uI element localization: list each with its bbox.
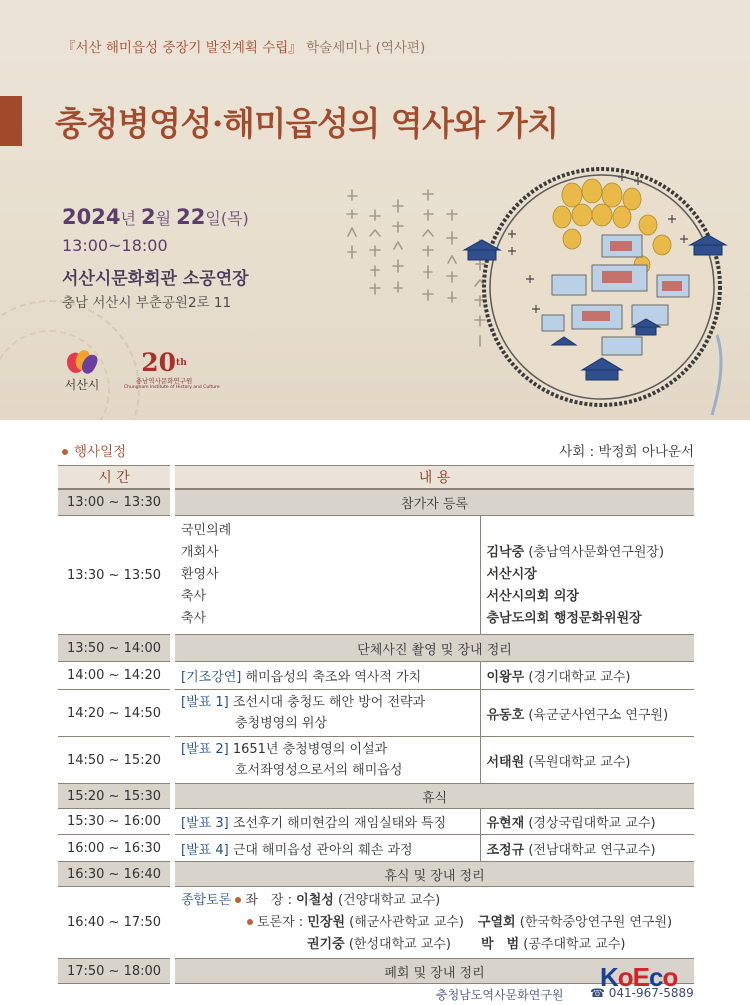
session-line <box>181 739 480 760</box>
hero-banner <box>0 0 750 420</box>
table-row <box>58 662 694 690</box>
panelist-affiliation: (공주대학교 교수) <box>519 936 626 952</box>
discussion-panel-line <box>181 934 694 956</box>
bullet-icon <box>235 897 241 903</box>
institute-20th-logo-icon <box>124 348 220 390</box>
speaker-name: 유현재 <box>486 816 525 831</box>
panelist-affiliation: (해군사관학교 교수) <box>345 914 464 930</box>
table-header <box>58 466 694 489</box>
panelist-name: 권기중 <box>307 936 345 952</box>
opening-item: 개회사 <box>181 545 219 560</box>
table-row <box>58 959 694 984</box>
panelist-name: 박 범 <box>481 936 520 952</box>
session-text-cont: 호서좌영성으로서의 해미읍성 <box>235 763 403 778</box>
speaker-line <box>487 608 695 630</box>
session-title <box>175 809 480 835</box>
table-row <box>58 516 694 635</box>
panel-label: 토론자 : <box>257 914 308 930</box>
panelist-affiliation: (한국학중앙연구원 연구원) <box>515 914 673 930</box>
row-time: 13:30 ~ 13:50 <box>58 516 170 635</box>
session-tag: [발표 2] <box>181 742 229 757</box>
speaker-name: 유동호 <box>486 707 525 723</box>
session-text: 해미읍성의 축조와 역사적 가치 <box>245 670 422 685</box>
schedule-heading <box>62 440 126 460</box>
session-title <box>175 737 480 784</box>
title-accent-bar <box>0 96 22 146</box>
speaker-name: 서산시의회 의장 <box>486 589 579 604</box>
date-day: 22 <box>176 205 206 229</box>
row-activity: 휴식 및 장내 정리 <box>175 862 694 887</box>
table-row <box>58 835 694 862</box>
row-time: 15:20 ~ 15:30 <box>58 784 170 809</box>
speaker-line <box>487 520 695 542</box>
column-header-content: 내 용 <box>175 466 694 489</box>
opening-item: 국민의례 <box>181 523 232 538</box>
host-info: 사회 : 박정희 아나운서 <box>559 444 694 460</box>
event-date <box>62 205 249 229</box>
session-text-cont: 충청병영의 위상 <box>235 716 328 731</box>
row-time: 14:20 ~ 14:50 <box>58 690 170 737</box>
institute-logo-number <box>124 350 204 376</box>
row-time: 16:30 ~ 16:40 <box>58 862 170 887</box>
subtitle-suffix: 학술세미나 (역사편) <box>301 40 426 56</box>
speaker-line <box>487 564 695 586</box>
session-title <box>175 835 480 862</box>
row-time: 14:00 ~ 14:20 <box>58 662 170 690</box>
table-row <box>58 489 694 516</box>
speaker-line <box>480 737 694 784</box>
institute-logo-th: th <box>176 358 187 368</box>
session-title <box>175 690 480 737</box>
session-text: 조선후기 해미현감의 재임실태와 특징 <box>232 816 447 831</box>
chair-affiliation: (건양대학교 교수) <box>333 892 441 908</box>
event-venue: 서산시문화회관 소공연장 <box>62 269 249 289</box>
session-text: 1651년 충청병영의 이설과 <box>232 742 388 757</box>
seosan-city-logo-icon <box>58 350 106 393</box>
session-line <box>181 692 480 713</box>
koeco-letter: o <box>662 962 678 992</box>
institute-logo-name: 충남역사문화연구원 <box>135 377 193 385</box>
opening-item: 축사 <box>181 611 207 626</box>
discussion-block <box>175 887 694 959</box>
speaker-line <box>480 809 694 835</box>
speaker-name: 김낙중 <box>486 545 525 560</box>
koeco-letter: o <box>617 962 633 992</box>
panelist-name: 구열회 <box>477 914 516 930</box>
table-row <box>58 690 694 737</box>
row-time: 16:00 ~ 16:30 <box>58 835 170 862</box>
speaker-affiliation: (경상국립대학교 교수) <box>524 816 656 831</box>
session-tag: [발표 1] <box>181 695 229 710</box>
seosan-logo-mark <box>65 350 99 374</box>
subtitle-quote: 『서산 해미읍성 중장기 발전계획 수립』 <box>62 40 302 56</box>
speaker-affiliation: (경기대학교 교수) <box>524 670 631 685</box>
event-time: 13:00~18:00 <box>62 236 168 255</box>
speaker-line <box>480 662 694 690</box>
opening-item: 축사 <box>181 589 207 604</box>
table-row <box>58 635 694 662</box>
discussion-chair-line <box>181 890 694 912</box>
table-row <box>58 887 694 959</box>
row-time: 15:30 ~ 16:00 <box>58 809 170 835</box>
table-row <box>58 809 694 835</box>
koeco-letter: E <box>632 962 650 992</box>
page-title: 충청병영성·해미읍성의 역사와 가치 <box>55 104 559 143</box>
session-tag: [발표 4] <box>181 842 229 858</box>
row-activity: 단체사진 촬영 및 장내 정리 <box>175 635 694 662</box>
date-day-unit: 일(목) <box>205 209 249 228</box>
bullet-icon <box>62 449 68 455</box>
speaker-affiliation: (전남대학교 연구교수) <box>524 842 656 858</box>
date-month: 2 <box>141 205 156 229</box>
speaker-name: 이왕무 <box>486 670 525 685</box>
date-month-unit: 월 <box>155 209 177 228</box>
speaker-affiliation: (목원대학교 교수) <box>524 754 631 770</box>
row-time: 13:00 ~ 13:30 <box>58 489 170 516</box>
footer <box>0 983 750 1005</box>
session-tag: [발표 3] <box>181 816 229 831</box>
koeco-letter: K <box>600 962 618 992</box>
bullet-icon <box>247 919 253 925</box>
seosan-logo-text: 서산시 <box>64 378 100 392</box>
opening-item: 환영사 <box>181 567 219 582</box>
date-year-unit: 년 <box>120 209 141 228</box>
schedule-heading-text: 행사일정 <box>74 444 127 460</box>
session-text: 근대 해미읍성 관아의 훼손 과정 <box>232 842 413 858</box>
speaker-line <box>487 586 695 608</box>
speaker-name: 서태원 <box>486 754 525 770</box>
seminar-subtitle <box>62 36 425 56</box>
opening-speakers <box>480 516 694 635</box>
speaker-name: 조정규 <box>486 842 525 858</box>
row-activity: 참가자 등록 <box>175 489 694 516</box>
fortress-map-illustration <box>452 155 732 420</box>
table-row <box>58 784 694 809</box>
discussion-label: 종합토론 <box>181 892 232 908</box>
event-address: 충남 서산시 부춘공원2로 11 <box>62 295 232 311</box>
discussion-panel-line <box>181 912 694 934</box>
speaker-name: 충남도의회 행정문화위원장 <box>486 611 642 626</box>
speaker-line <box>480 835 694 862</box>
session-text: 조선시대 충청도 해안 방어 전략과 <box>232 695 426 710</box>
row-time: 16:40 ~ 17:50 <box>58 887 170 959</box>
footer-organization: 충청남도역사문화연구원 <box>436 988 564 1002</box>
table-row <box>58 862 694 887</box>
row-activity: 휴식 <box>175 784 694 809</box>
row-time: 13:50 ~ 14:00 <box>58 635 170 662</box>
row-activity: 폐회 및 장내 정리 <box>175 959 694 984</box>
footer-phone: ☎ 041-967-5889 <box>590 986 694 1000</box>
institute-logo-name-en: Chungnam Institute of History and Culture <box>124 385 220 390</box>
speaker-name: 서산시장 <box>486 567 537 582</box>
row-time: 14:50 ~ 15:20 <box>58 737 170 784</box>
column-header-time: 시 간 <box>58 466 170 489</box>
speaker-line <box>487 542 695 564</box>
row-time: 17:50 ~ 18:00 <box>58 959 170 984</box>
chair-label: 좌 장 : <box>245 892 297 908</box>
speaker-affiliation: (충남역사문화연구원장) <box>524 545 665 560</box>
session-tag: [기조강연] <box>181 670 242 685</box>
date-year: 2024 <box>62 205 121 229</box>
session-title <box>175 662 480 690</box>
opening-items <box>175 516 480 635</box>
koeco-letter: c <box>649 962 663 992</box>
panelist-name: 민장원 <box>307 914 346 930</box>
panelist-affiliation: (한성대학교 교수) <box>344 936 452 952</box>
schedule-table <box>58 465 694 984</box>
chair-name: 이철성 <box>296 892 334 908</box>
speaker-line <box>480 690 694 737</box>
speaker-affiliation: (육군군사연구소 연구원) <box>524 707 669 723</box>
table-row <box>58 737 694 784</box>
institute-logo-20: 20 <box>141 348 177 377</box>
